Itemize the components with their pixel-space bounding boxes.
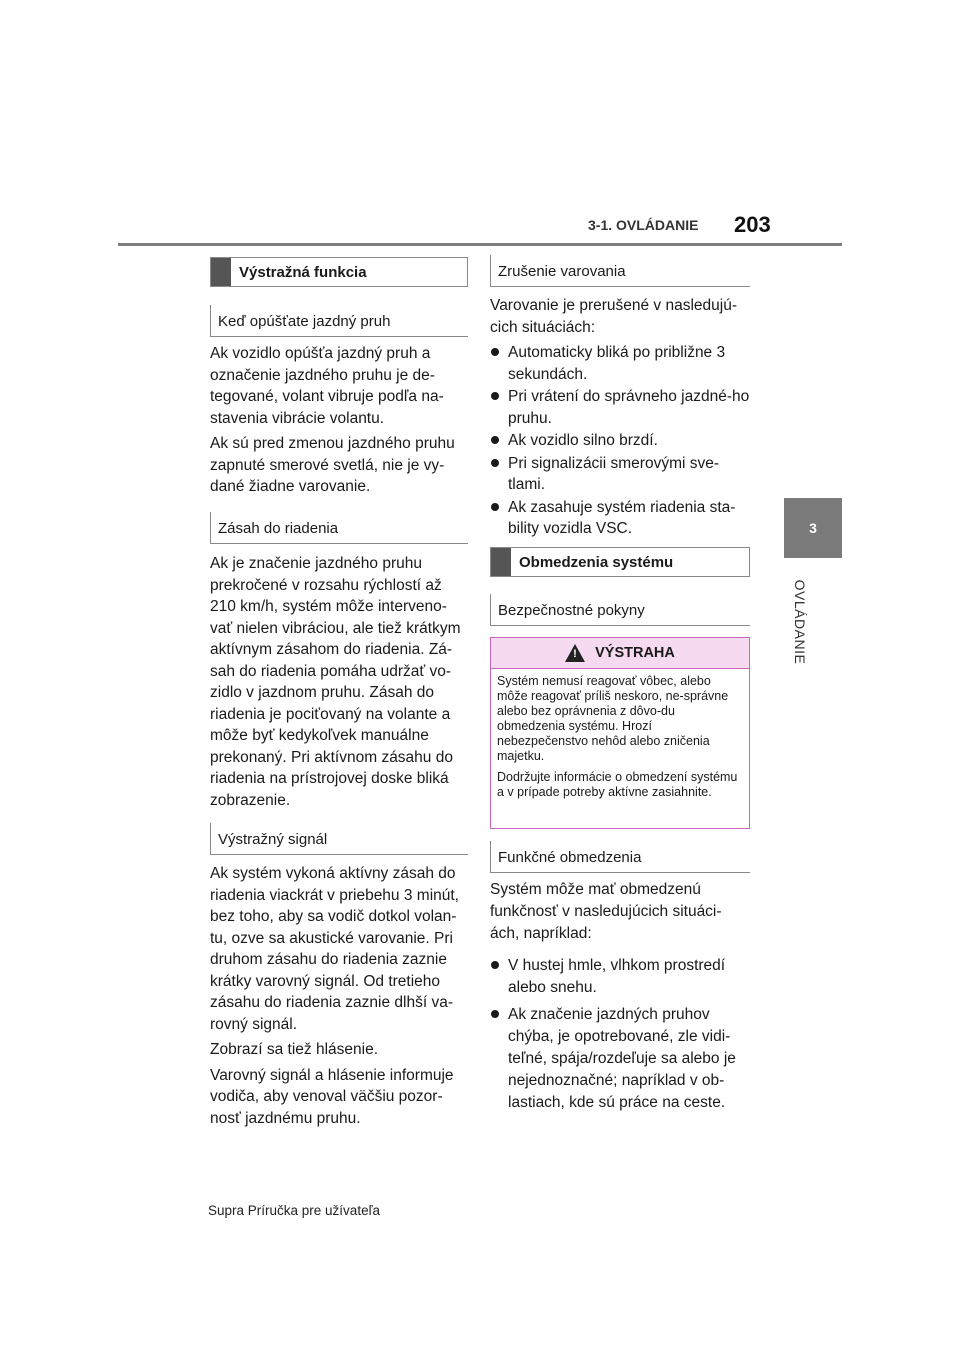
section-heading-text: Výstražná funkcia xyxy=(239,263,367,281)
heading-bar xyxy=(211,258,231,286)
subheading-steering-intervention: Zásah do riadenia xyxy=(210,512,468,544)
warning-body xyxy=(491,669,749,811)
list-item: Pri vrátení do správneho jazdné-ho pruhu. xyxy=(490,386,750,429)
footer-manual-title: Supra Príručka pre užívateľa xyxy=(208,1203,381,1218)
warning-triangle-icon xyxy=(565,644,585,662)
list-item: Pri signalizácii smerovými sve-tlami. xyxy=(490,453,750,496)
text-block-warning xyxy=(210,343,468,502)
paragraph: Zobrazí sa tiež hlásenie. xyxy=(210,1041,379,1058)
text-block-signal xyxy=(210,863,468,1133)
page-number: 203 xyxy=(734,212,771,237)
subheading-cancel-warning: Zrušenie varovania xyxy=(490,255,750,287)
paragraph: Ak vozidlo opúšťa jazdný pruh a označenie jazdného pruhu je de-tegované, volant vibruje podľa na-stavenia vibrácie volantu. xyxy=(210,345,444,427)
paragraph: Systém môže mať obmedzenú funkčnosť v nasledujúcich situáci-ách, napríklad: xyxy=(490,881,722,942)
list-item: Ak značenie jazdných pruhov chýba, je opotrebované, zle vidi-teľné, spája/rozdeľuje sa alebo je nejednoznačné; napríklad v ob-lastiach, kde sú práce na ceste. xyxy=(490,1004,750,1114)
warning-box xyxy=(490,637,750,829)
paragraph: Varovný signál a hlásenie informuje vodiča, aby venoval väčšiu pozor-nosť jazdnému pruhu. xyxy=(210,1066,454,1127)
list-item: Ak vozidlo silno brzdí. xyxy=(490,430,750,452)
text-block-limits xyxy=(490,879,750,1119)
paragraph: Ak je značenie jazdného pruhu prekročené v rozsahu rýchlostí až 210 km/h, systém môže interveno-vať nielen vibráciou, ale tiež krátkym aktívnym zásahom do riadenia. Zá-sah do riadenia pomáha udržať vo-zidlo v jazdnom pruhu. Zásah do riadenia je pociťovaný na volante a môže byť kedykoľvek manuálne prekonaný. Pri aktívnom zásahu do riadenia na prístrojovej doske bliká zobrazenie. xyxy=(210,555,461,809)
chapter-side-label: OVLÁDANIE xyxy=(792,579,808,665)
list-item: Automaticky bliká po približne 3 sekundách. xyxy=(490,342,750,385)
header-rule xyxy=(118,243,842,246)
heading-bar xyxy=(491,548,511,576)
subheading-safety-notes: Bezpečnostné pokyny xyxy=(490,594,750,626)
subheading-functional-limits: Funkčné obmedzenia xyxy=(490,841,750,873)
warning-title: VÝSTRAHA xyxy=(595,645,675,661)
running-header-section: 3-1. OVLÁDANIE xyxy=(588,217,699,233)
list-item: Ak zasahuje systém riadenia sta-bility vozidla VSC. xyxy=(490,497,750,540)
text-block-steering xyxy=(210,553,468,815)
warning-paragraph: Systém nemusí reagovať vôbec, alebo môže reagovať príliš neskoro, ne-správne alebo bez oprávnenia z dôvo-du obmedzenia systému. Hrozí nebezpečenstvo nehôd alebo zničenia majetku. xyxy=(497,674,729,763)
text-block-cancel xyxy=(490,295,750,541)
limits-list xyxy=(490,955,750,1114)
paragraph: Ak systém vykoná aktívny zásah do riadenia viackrát v priebehu 3 minút, bez toho, aby sa vodič dotkol volan-tu, ozve sa akustické varovanie. Pri druhom zásahu do riadenia zaznie krátky varovný signál. Od tretieho zásahu do riadenia zaznie dlhší va-rovný signál. xyxy=(210,865,459,1033)
warning-icon-glyph: ! xyxy=(573,648,577,660)
subheading-lane-departure: Keď opúšťate jazdný pruh xyxy=(210,305,468,337)
section-heading-warning-function xyxy=(210,257,468,287)
paragraph: Ak sú pred zmenou jazdného pruhu zapnuté smerové svetlá, nie je vy-dané žiadne varovanie. xyxy=(210,435,455,495)
section-heading-system-limits xyxy=(490,547,750,577)
warning-header xyxy=(491,638,749,669)
paragraph: Varovanie je prerušené v nasledujú-cich situáciách: xyxy=(490,297,738,336)
list-item: V hustej hmle, vlhkom prostredí alebo snehu. xyxy=(490,955,750,999)
chapter-tab: 3 xyxy=(784,498,842,558)
subheading-warning-signal: Výstražný signál xyxy=(210,823,468,855)
cancel-conditions-list xyxy=(490,342,750,540)
warning-paragraph: Dodržujte informácie o obmedzení systému a v prípade potreby aktívne zasiahnite. xyxy=(497,770,738,799)
section-heading-text: Obmedzenia systému xyxy=(519,553,674,571)
